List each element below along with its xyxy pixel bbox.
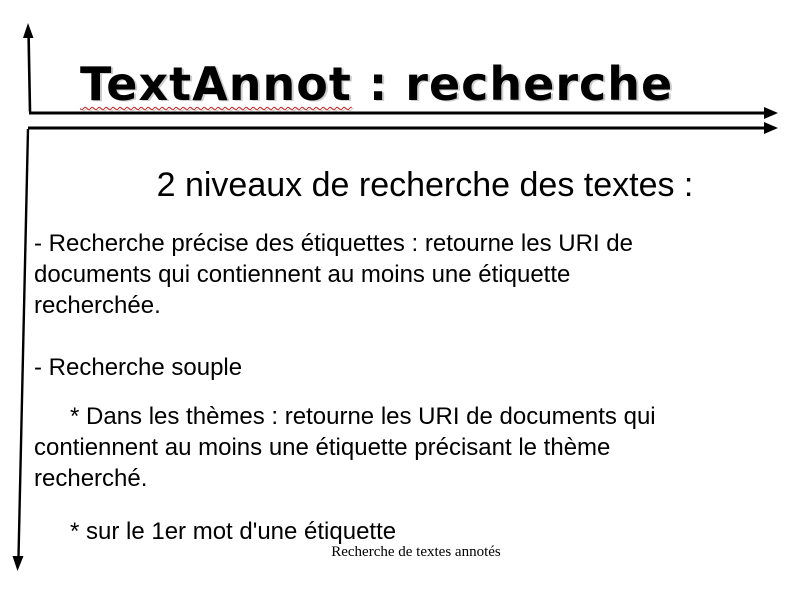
paragraph-dans-les-themes xyxy=(34,401,794,494)
right-arrow-icon xyxy=(764,107,778,119)
text-line: * Dans les thèmes : retourne les URI de documents qui xyxy=(70,403,656,430)
paragraph-recherche-precise xyxy=(34,228,794,321)
slide-footer: Recherche de textes annotés xyxy=(331,544,501,560)
text-line: recherché. xyxy=(34,465,148,492)
paragraph-recherche-souple xyxy=(34,352,794,383)
text-line: - Recherche précise des étiquettes : retourne les URI de xyxy=(34,230,633,257)
down-arrow-icon xyxy=(13,556,24,571)
slide-title xyxy=(80,56,674,111)
text-line: - Recherche souple xyxy=(34,354,243,381)
title-word-misspelled: TextAnnot xyxy=(80,56,352,111)
text-line: recherchée. xyxy=(34,292,161,319)
text-line: * sur le 1er mot d'une étiquette xyxy=(70,518,397,545)
right-arrow-icon xyxy=(764,122,778,134)
paragraph-premier-mot xyxy=(34,516,794,547)
title-rest: : recherche xyxy=(351,56,674,111)
text-line: contiennent au moins une étiquette précisant le thème xyxy=(34,434,611,461)
text-line: documents qui contiennent au moins une étiquette xyxy=(34,261,571,288)
up-arrow-icon xyxy=(23,23,34,38)
body-heading: 2 niveaux de recherche des textes : xyxy=(156,166,694,204)
